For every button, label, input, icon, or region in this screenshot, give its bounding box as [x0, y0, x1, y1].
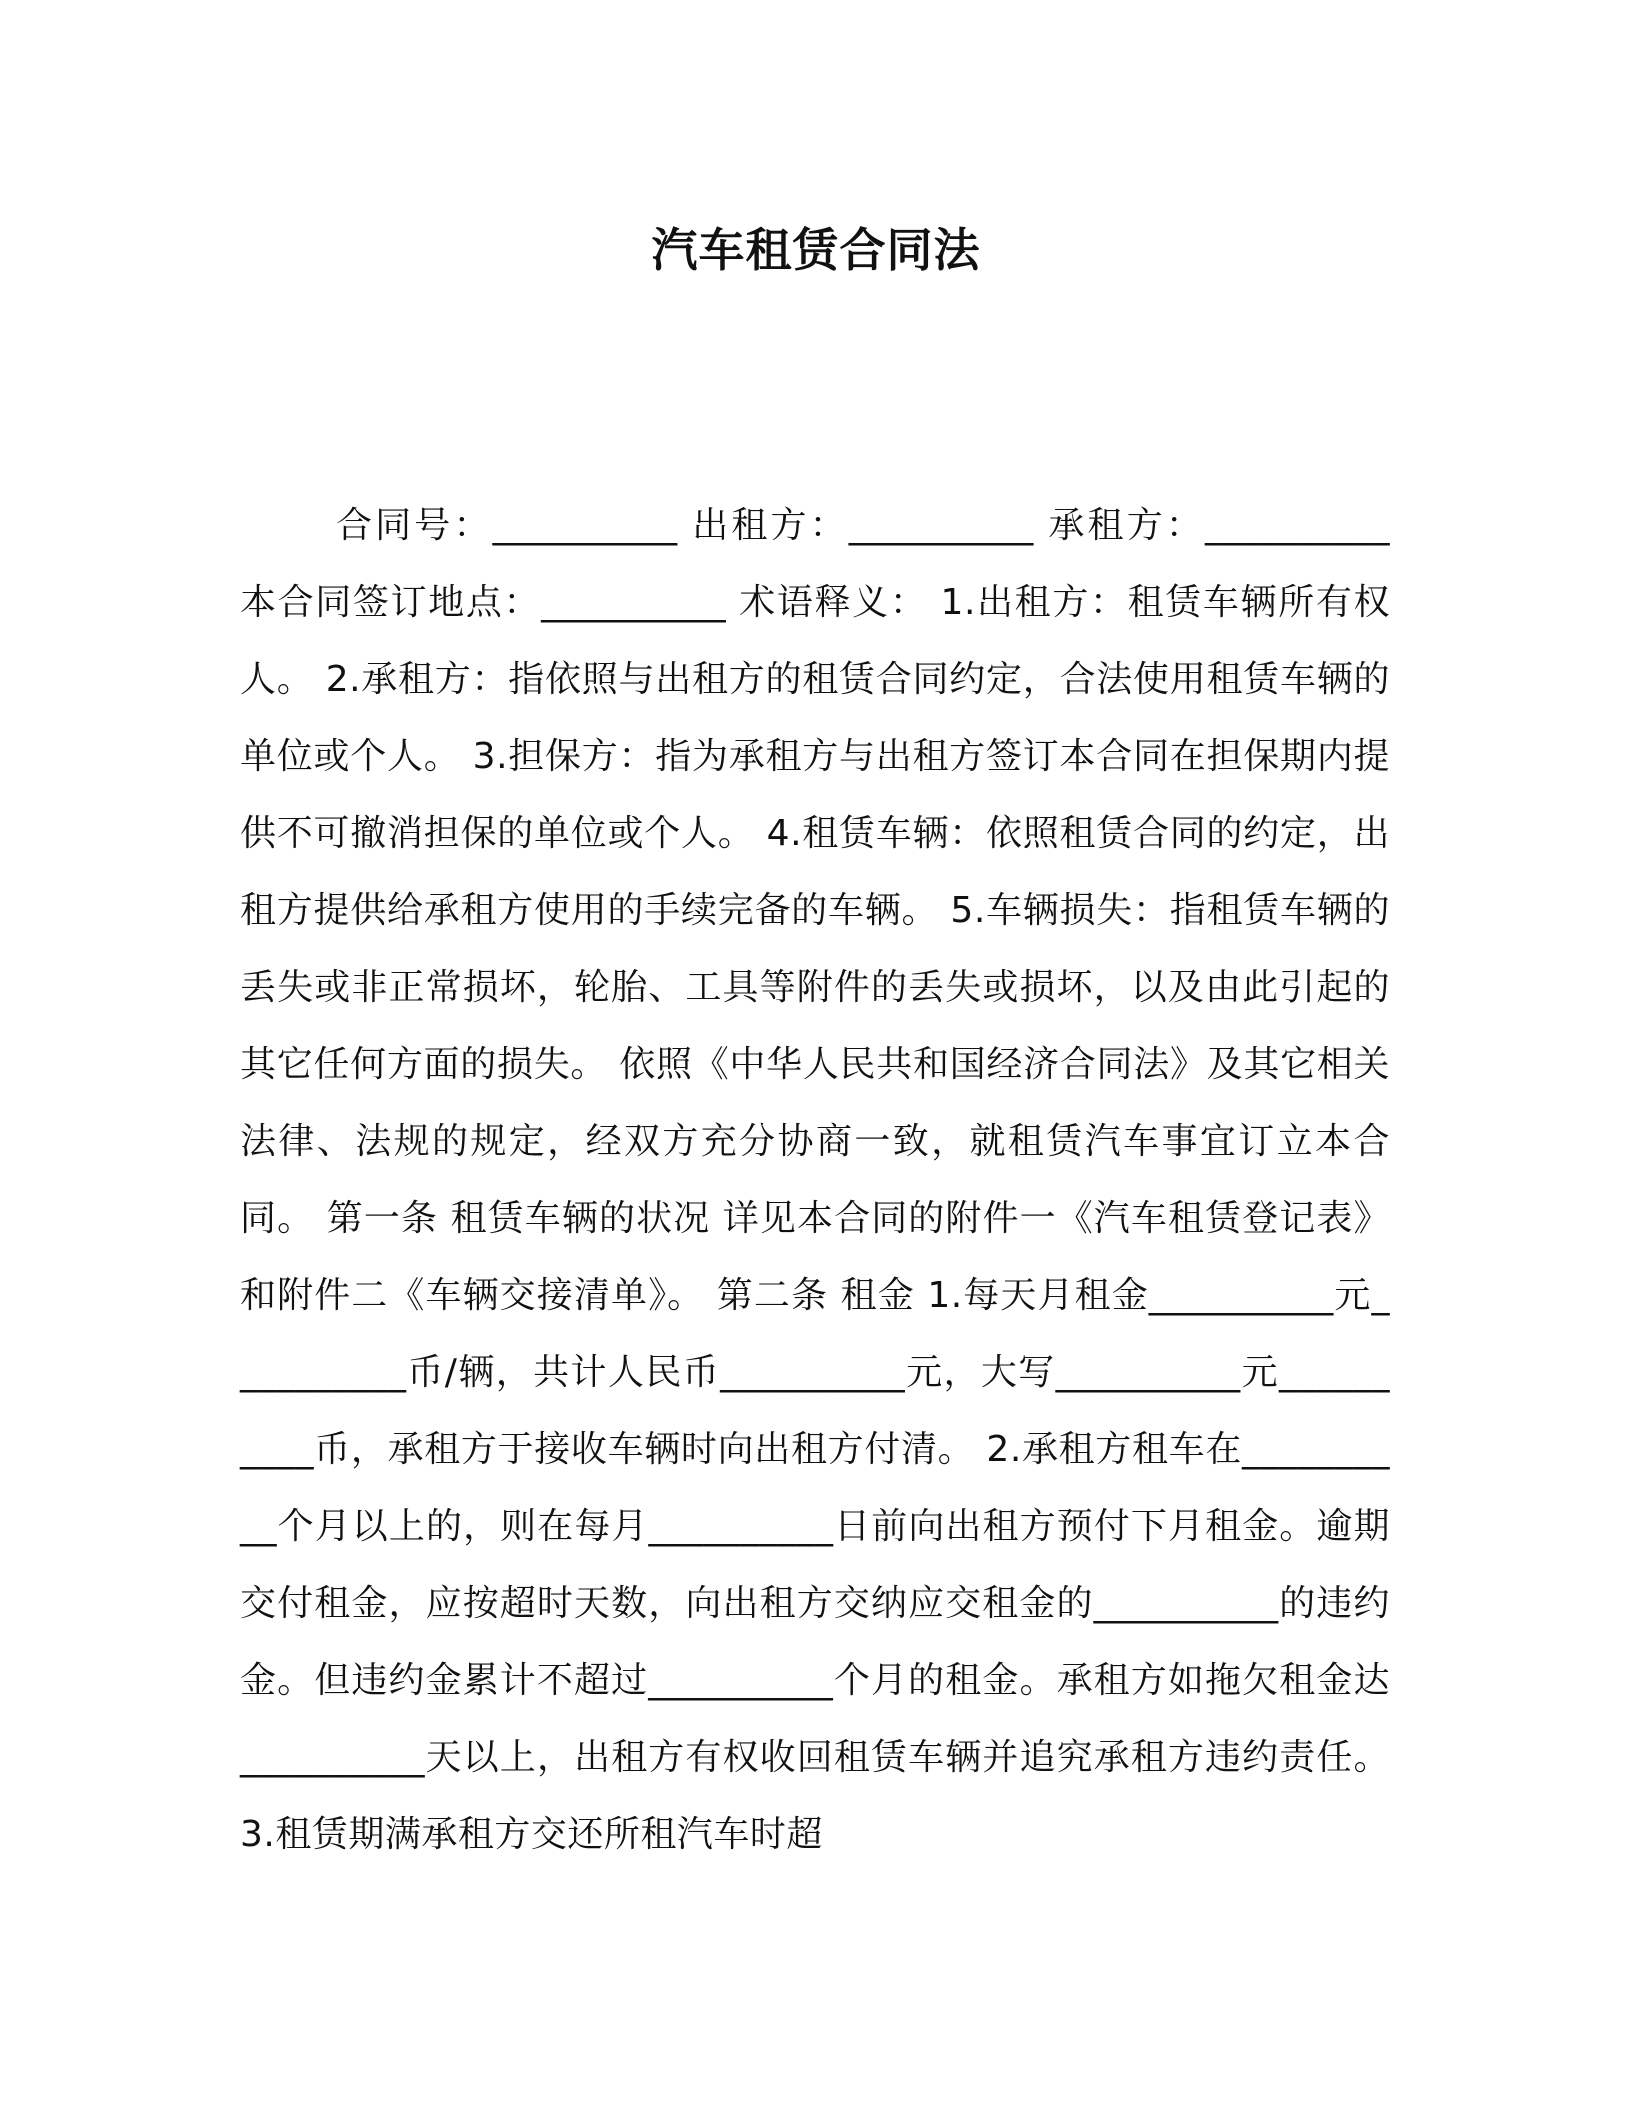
- document-body: 合同号：__________ 出租方：__________ 承租方：__________ 本合同签订地点：__________ 术语释义： 1.出租方：租赁车辆所有权人。 2.承租方：指依照与出租方的租赁合同约定，合法使用租赁车辆的单位或个人。 3.担保方：指为承租方与出租方签订本合同在担保期内提供不可撤消担保的单位或个人。 4.租赁车辆：依照租赁合同的约定，出租方提供给承租方使用的手续完备的车辆。 5.车辆损失：指租赁车辆的丢失或非正常损坏，轮胎、工具等附件的丢失或损坏，以及由此引起的其它任何方面的损失。 依照《中华人民共和国经济合同法》及其它相关法律、法规的规定，经双方充分协商一致，就租赁汽车事宜订立本合同。 第一条 租赁车辆的状况 详见本合同的附件一《汽车租赁登记表》和附件二《车辆交接清单》。 第二条 租金 1.每天月租金__________元__________币/辆，共计人民币__________元，大写__________元__________币，承租方于接收车辆时向出租方付清。 2.承租方租车在__________个月以上的，则在每月__________日前向出租方预付下月租金。逾期交付租金，应按超时天数，向出租方交纳应交租金的__________的违约金。但违约金累计不超过__________个月的租金。承租方如拖欠租金达__________天以上，出租方有权收回租赁车辆并追究承租方违约责任。 3.租赁期满承租方交还所租汽车时超: [240, 505, 1390, 1855]
- document-title: 汽车租赁合同法: [651, 223, 981, 277]
